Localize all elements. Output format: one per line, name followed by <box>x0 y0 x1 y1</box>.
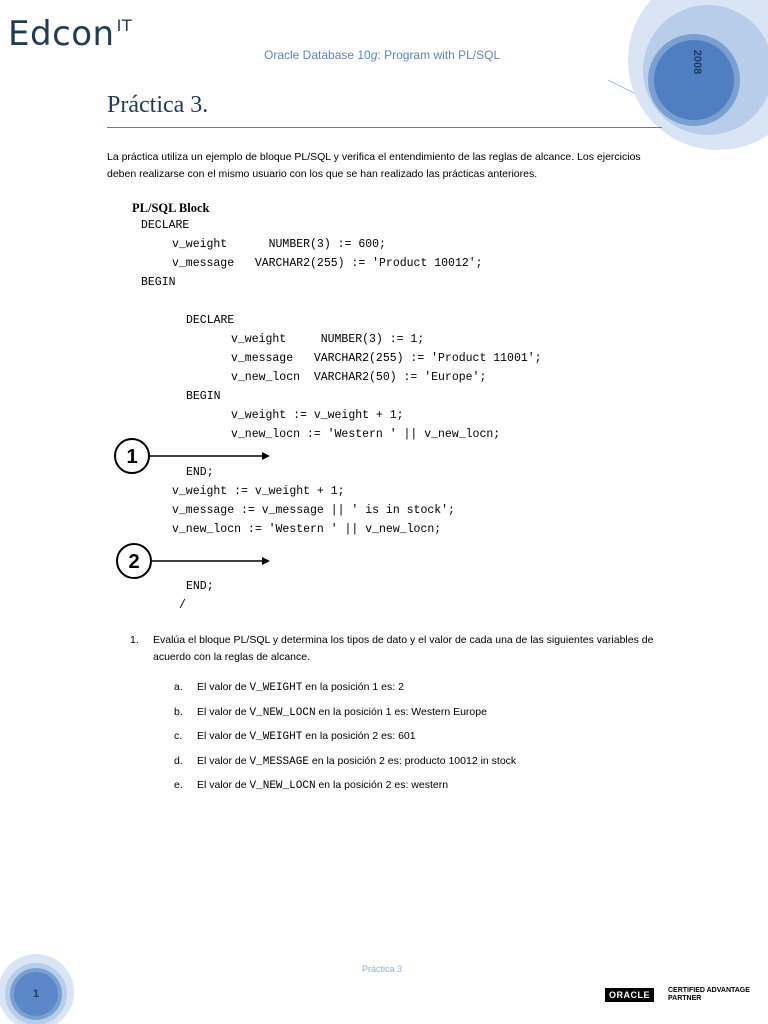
answer-post: en la posición 2 es: western <box>315 779 449 791</box>
code-line: v_message VARCHAR2(255) := 'Product 11001'; <box>231 352 542 365</box>
answer-pre: El valor de <box>197 755 250 767</box>
edcon-logo <box>8 14 132 54</box>
year-label: 2008 <box>691 49 703 75</box>
position-marker-2 <box>112 541 272 581</box>
answer-variable: V_WEIGHT <box>249 731 303 743</box>
cert-line-2: PARTNER <box>668 995 702 1002</box>
answer-pre: El valor de <box>197 779 250 791</box>
code-line: END; <box>186 466 214 479</box>
code-line: END; <box>186 580 214 593</box>
header-subtitle <box>264 48 500 62</box>
answer-post: en la posición 1 es: 2 <box>302 681 404 693</box>
answer-pre: El valor de <box>197 706 250 718</box>
answer-letter: e. <box>174 779 183 791</box>
code-line: / <box>179 599 186 612</box>
question-text: Evalúa el bloque PL/SQL y determina los tipos de dato y el valor de cada una de las siguientes variables de acuerdo con la reglas de alcance. <box>153 634 654 663</box>
code-line: DECLARE <box>186 314 235 327</box>
code-line: BEGIN <box>186 390 221 403</box>
position-marker-1 <box>112 436 272 476</box>
answer-variable: V_WEIGHT <box>249 682 303 694</box>
oracle-logo: ORACLE <box>605 988 654 1002</box>
answer-letter: c. <box>174 730 183 742</box>
code-line: v_message := v_message || ' is in stock'; <box>172 504 455 517</box>
answer-letter: d. <box>174 755 183 767</box>
subtitle-prefix: Oracle Database 10 <box>264 48 371 62</box>
cert-line-1: CERTIFIED ADVANTAGE <box>668 987 750 994</box>
certified-partner-label <box>668 987 750 1003</box>
code-line: v_weight := v_weight + 1; <box>172 485 345 498</box>
answer-variable: V_NEW_LOCN <box>249 780 316 792</box>
answer-letter: b. <box>174 706 183 718</box>
answer-post: en la posición 2 es: 601 <box>302 730 416 742</box>
code-heading: PL/SQL Block <box>132 201 210 215</box>
code-line: v_message VARCHAR2(255) := 'Product 10012'; <box>172 257 483 270</box>
page-number-circles-decoration <box>0 950 80 1024</box>
answer-pre: El valor de <box>197 730 250 742</box>
code-line: v_new_locn := 'Western ' || v_new_locn; <box>231 428 501 441</box>
code-line: v_weight NUMBER(3) := 1; <box>231 333 425 346</box>
page-number: 1 <box>32 988 40 1000</box>
footer-label: Práctica 3 <box>362 964 403 974</box>
answer-post: en la posición 1 es: Western Europe <box>315 706 487 718</box>
answer-variable: V_NEW_LOCN <box>249 707 316 719</box>
answer-pre: El valor de <box>197 681 250 693</box>
logo-superscript: IT <box>116 16 133 35</box>
intro-paragraph: La práctica utiliza un ejemplo de bloque PL/SQL y verifica el entendimiento de las reglas de alcance. Los ejercicios deben realizarse con el mismo usuario con los que se han realizado las prácticas anteriores. <box>107 151 641 180</box>
answer-post: en la posición 2 es: producto 10012 in stock <box>308 755 517 767</box>
subtitle-g: g <box>370 48 378 62</box>
code-line: BEGIN <box>141 276 176 289</box>
code-line: v_weight NUMBER(3) := 600; <box>172 238 386 251</box>
code-line: DECLARE <box>141 219 190 232</box>
title-divider <box>107 127 662 128</box>
marker-1-label: 1 <box>126 446 138 468</box>
code-line: v_new_locn VARCHAR2(50) := 'Europe'; <box>231 371 487 384</box>
question-number: 1. <box>130 634 139 646</box>
code-line: v_weight := v_weight + 1; <box>231 409 404 422</box>
logo-text: Edcon <box>8 14 115 54</box>
code-line: v_new_locn := 'Western ' || v_new_locn; <box>172 523 442 536</box>
answer-letter: a. <box>174 681 183 693</box>
page-title: Práctica 3. <box>107 92 209 118</box>
answer-variable: V_MESSAGE <box>249 756 309 768</box>
marker-2-label: 2 <box>128 551 140 573</box>
subtitle-suffix: : Program with PL/SQL <box>377 48 501 62</box>
